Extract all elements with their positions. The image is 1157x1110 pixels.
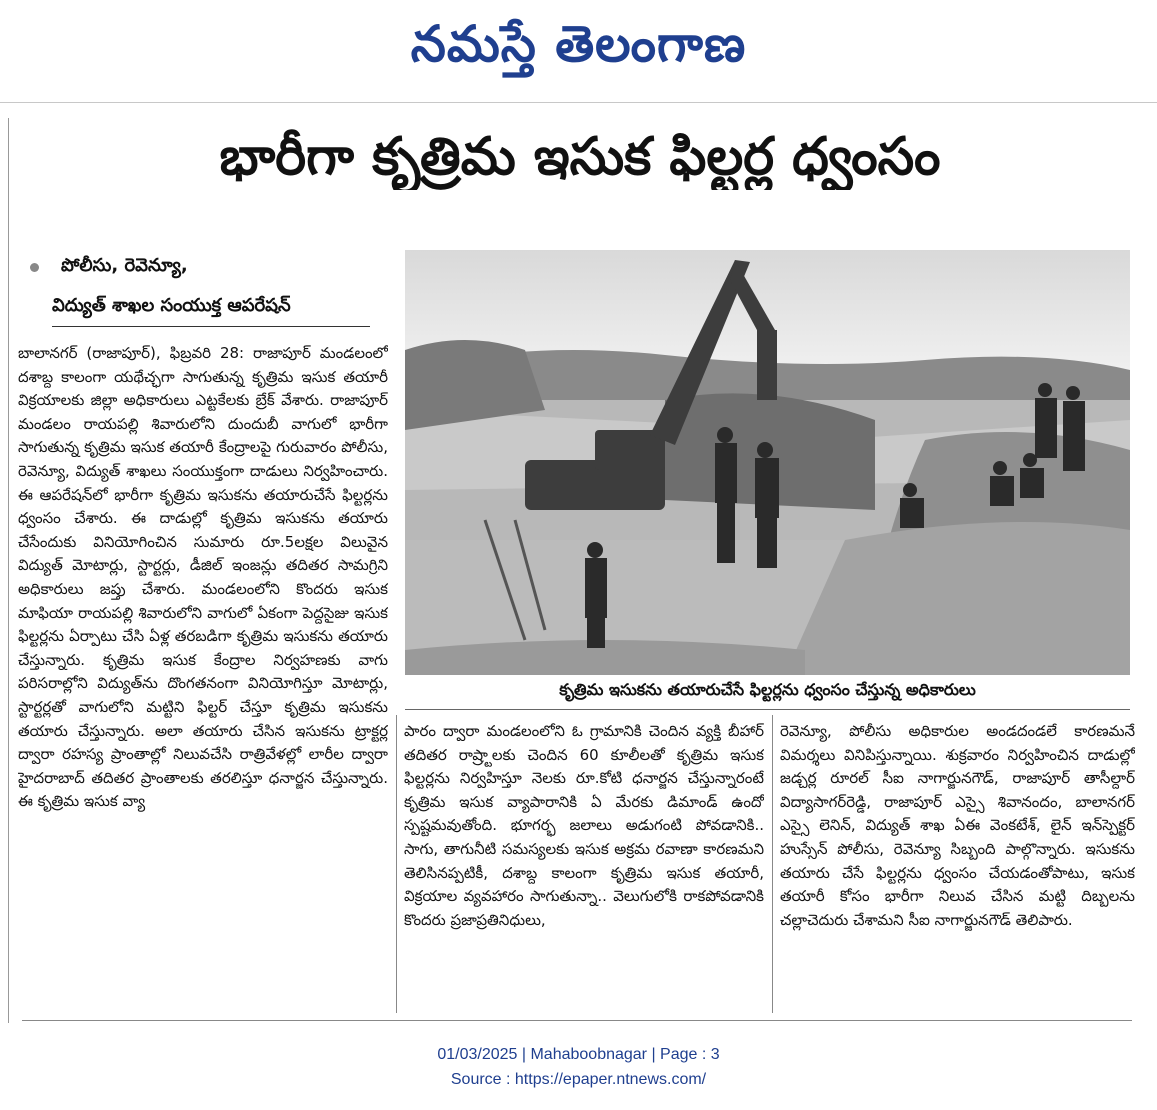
footer-source: Source : https://epaper.ntnews.com/ bbox=[450, 1071, 707, 1088]
article-column-1: బాలానగర్ (రాజాపూర్), ఫిబ్రవరి 28: రాజాపూర్ మండలంలో దశాబ్ద కాలంగా యథేచ్ఛగా సాగుతున్న కృత్రిమ ఇసుక తయారీ విక్రయాలకు జిల్లా అధికారులు ఎట్టకేలకు బ్రేక్ వేశారు. రాజాపూర్ మండలం రాయపల్లి శివారులోని దుందుబీ వాగులో భారీగా సాగుతున్న కృత్రిమ ఇసుక తయారీ కేంద్రాలపై గురువారం పోలీసు, రెవెన్యూ, విద్యుత్ శాఖలు సంయుక్తంగా దాడులు నిర్వహించారు. ఈ ఆపరేషన్‌లో భారీగా కృత్రిమ ఇసుకను తయారుచేసే ఫిల్టర్లను ధ్వంసం చేశారు. ఈ దాడుల్లో కృత్రిమ ఇసుకను తయారు చేసేందుకు వినియోగించిన సుమారు రూ.5లక్షల విలువైన విద్యుత్ మోటార్లు, స్టార్టర్లు, డీజిల్ ఇంజన్లు తదితర సామగ్రిని అధికారులు జప్తు చేశారు. మండలంలోని కొందరు ఇసుక మాఫియా రాయపల్లి శివారులోని వాగులో ఏకంగా పెద్దసైజు ఇసుక ఫిల్టర్లను ఏర్పాటు చేసి ఏళ్ల తరబడిగా కృత్రిమ ఇసుకను తయారు చేస్తున్నారు. కృత్రిమ ఇసుక కేంద్రాల నిర్వహణకు వాగు పరిసరాల్లోని విద్యుత్‌ను దొంగతనంగా వినియోగిస్తూ మోటార్లు, స్టార్టర్లతో వాగులోని మట్టిని ఫిల్టర్ చేస్తూ కృత్రిమ ఇసుకను తయారు చేస్తున్నారు. అలా తయారు చేసిన ఇసుకను ట్రాక్టర్ల ద్వారా రహస్య ప్రాంతాల్లో నిలువచేసి రాత్రివేళల్లో లారీల ద్వారా హైదరాబాద్ తదితర ప్రాంతాలకు తరలిస్తూ ధనార్జన చేస్తున్నారు. ఈ కృత్రిమ ఇసుక వ్యా bbox=[18, 344, 388, 811]
newspaper-logo: నమస్తే తెలంగాణ bbox=[410, 14, 747, 73]
kicker-text-1: పోలీసు, రెవెన్యూ, bbox=[61, 255, 188, 276]
column-divider bbox=[396, 715, 397, 1013]
masthead bbox=[0, 0, 1157, 100]
masthead-divider bbox=[0, 102, 1157, 103]
article-headline: భారీగా కృత్రిమ ఇసుక ఫిల్టర్ల ధ్వంసం bbox=[219, 127, 941, 187]
clipping-bottom-rule bbox=[22, 1020, 1132, 1021]
article-column-3: రెవెన్యూ, పోలీసు అధికారుల అండదండలే కారణమనే విమర్శలు వినిపిస్తున్నాయి. శుక్రవారం నిర్వహించిన దాడుల్లో జడ్చర్ల రూరల్ సీఐ నాగార్జునగౌడ్, రాజాపూర్ తాసీల్దార్ విద్యాసాగర్‌రెడ్డి, రాజాపూర్ ఎస్సై శివానందం, బాలానగర్ ఎస్సై లెనిన్, విద్యుత్ శాఖ ఏఈ వెంకటేశ్, లైన్ ఇన్‌స్పెక్టర్ హుస్సేన్ పోలీసు, రెవెన్యూ సిబ్బంది పాల్గొన్నారు. ఇసుకను తయారు చేసే ఫిల్టర్లను ధ్వంసం చేయడంతోపాటు, ఇసుక తయారీ కోసం భారీగా నిలువ చేసిన మట్టి దిబ్బలను చల్లాచెదురు చేశామని సీఐ నాగార్జునగౌడ్ తెలిపారు. bbox=[780, 722, 1135, 929]
bullet-icon bbox=[30, 263, 39, 272]
kicker-line-2: విద్యుత్ శాఖల సంయుక్త ఆపరేషన్ bbox=[52, 295, 370, 327]
photo-caption: కృత్రిమ ఇసుకను తయారుచేసే ఫిల్టర్లను ధ్వంసం చేస్తున్న అధికారులు bbox=[405, 680, 1130, 710]
footer-date-edition: 01/03/2025 | Mahaboobnagar | Page : 3 bbox=[437, 1046, 720, 1063]
article-column-2: పారం ద్వారా మండలంలోని ఓ గ్రామానికి చెందిన వ్యక్తి బీహార్ తదితర రాష్ర్టాలకు చెందిన 60 కూలీలతో కృత్రిమ ఇసుక ఫిల్టర్లను నిర్వహిస్తూ నెలకు రూ.కోటి ధనార్జన చేస్తున్నారంటే కృత్రిమ ఇసుక వ్యాపారానికి ఏ మేరకు డిమాండ్ ఉందో స్పష్టమవుతోంది. భూగర్భ జలాలు అడుగంటి పోవడానికి.. సాగు, తాగునీటి సమస్యలకు ఇసుక అక్రమ రవాణా కారణమని తెలిసినప్పటికీ, దశాబ్ద కాలంగా కృత్రిమ ఇసుక తయారీ, విక్రయాల వ్యవహారం సాగుతున్నా.. వెలుగులోకి రాకపోవడానికి కొందరు ప్రజాప్రతినిధులు, bbox=[404, 722, 764, 929]
kicker-line-1 bbox=[30, 255, 390, 280]
column-divider bbox=[772, 715, 773, 1013]
news-photo bbox=[405, 250, 1130, 675]
excavator-riverbed-photo bbox=[405, 250, 1130, 675]
